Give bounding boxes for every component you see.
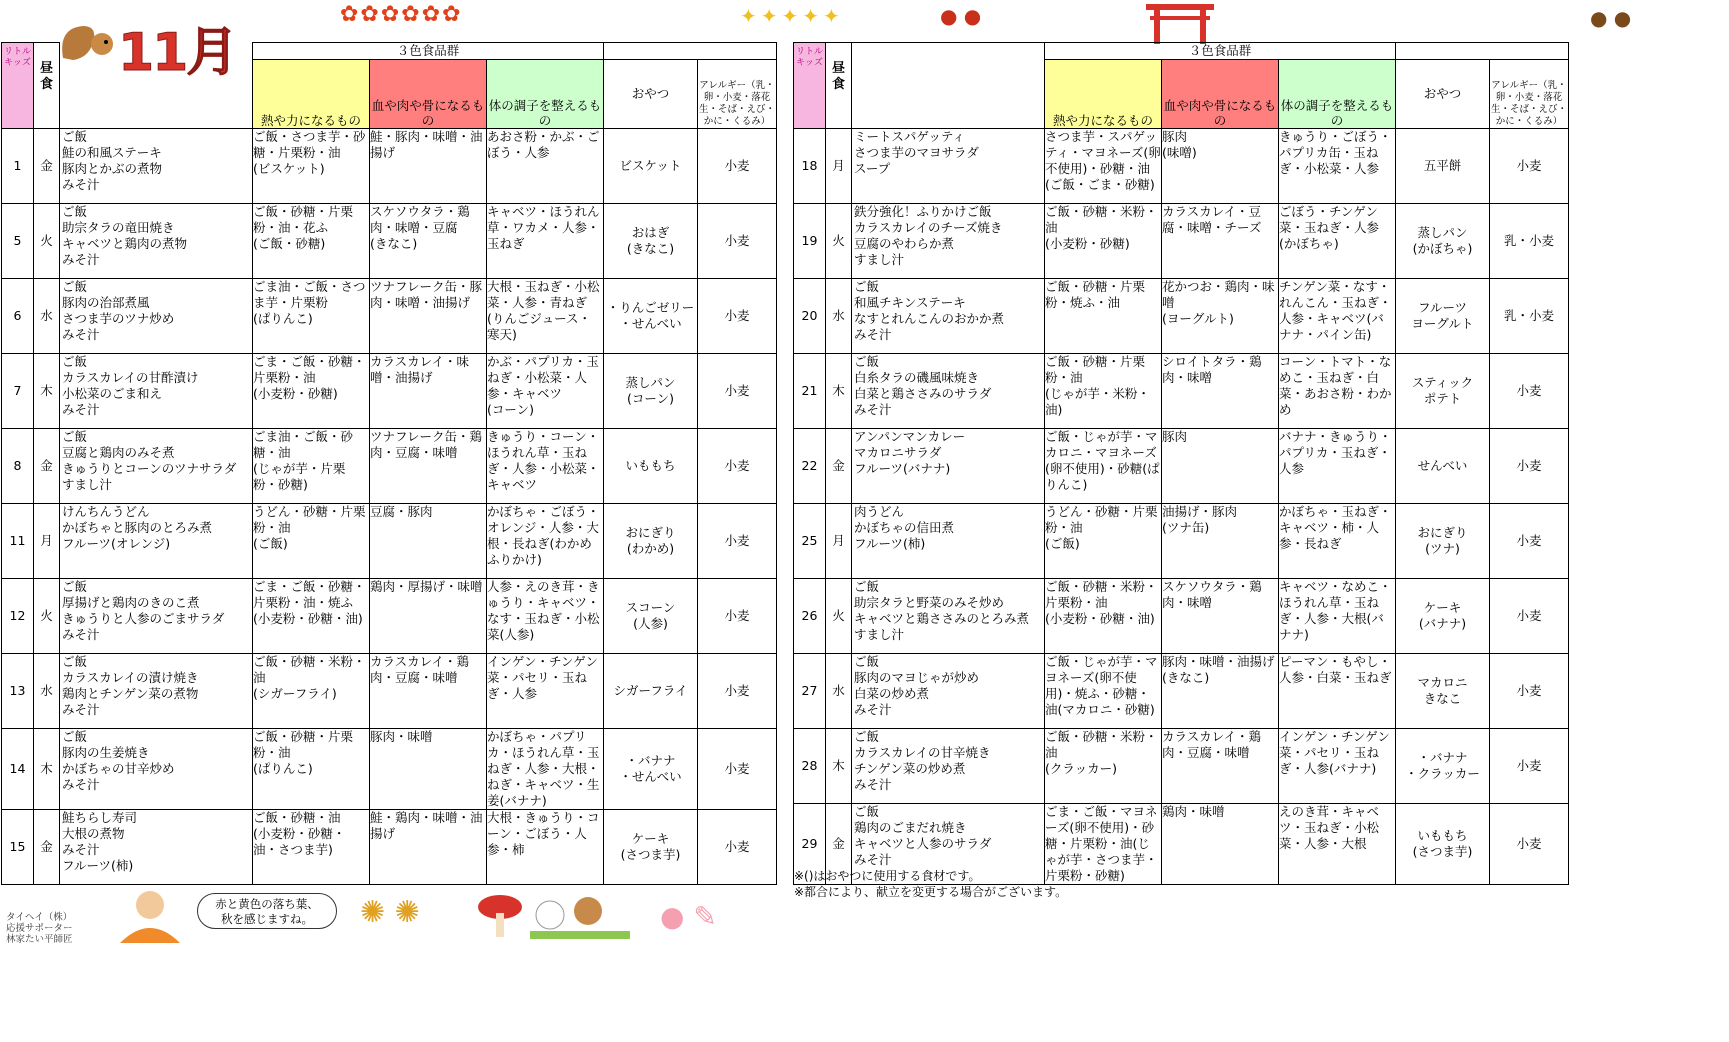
yellow-ingredients-cell: ご飯・砂糖・米粉・油 (小麦粉・砂糖) [1045,204,1162,279]
weekday-cell: 木 [826,729,852,804]
weekday-cell: 水 [826,654,852,729]
lunch-menu-cell: ご飯 助宗タラの竜田焼き キャベツと鶏肉の煮物 みそ汁 [60,204,253,279]
table-row [2,579,777,654]
snack-cell: ・りんごゼリー ・せんべい [604,279,698,354]
red-ingredients-cell: 豚肉 (味噌) [1162,129,1279,204]
shrine-icon [1140,0,1220,44]
yellow-ingredients-cell: ご飯・砂糖・油 (小麦粉・砂糖・油・さつま芋) [253,810,370,885]
meal-header: 昼食 [826,43,852,129]
red-ingredients-cell: カラスカレイ・鶏肉・豆腐・味噌 [370,654,487,729]
weekday-cell: 金 [34,429,60,504]
note-line: ※都合により、献立を変更する場合がございます。 [794,885,1068,899]
lunch-menu-cell: ご飯 豆腐と鶏肉のみそ煮 きゅうりとコーンのツナサラダ すまし汁 [60,429,253,504]
lunch-menu-cell: ご飯 助宗タラと野菜のみそ炒め キャベツと鶏ささみのとろみ煮 すまし汁 [852,579,1045,654]
snack-cell: フルーツ ヨーグルト [1396,279,1490,354]
kids-header: リトルキッズ [2,43,34,129]
lunch-menu-cell: ご飯 和風チキンステーキ なすとれんこんのおかか煮 みそ汁 [852,279,1045,354]
date-cell: 25 [794,504,826,579]
table-row [794,654,1569,729]
sponsor-credit: タイヘイ（株） 応援サポーター 林家たい平師匠 [6,912,73,945]
snack-cell: いももち [604,429,698,504]
food-group-header: ３色食品群 [253,43,604,60]
table-row [794,129,1569,204]
date-cell: 19 [794,204,826,279]
weekday-cell: 金 [34,129,60,204]
ginkgo-leaf-icon: ✦✦✦✦✦ [740,4,844,28]
date-cell: 29 [794,804,826,885]
lunch-menu-cell: 鮭ちらし寿司 大根の煮物 みそ汁 フルーツ(柿) [60,810,253,885]
green-ingredients-cell: チンゲン菜・なす・れんこん・玉ねぎ・人参・キャベツ(バナナ・パイン缶) [1279,279,1396,354]
yellow-ingredients-cell: ご飯・砂糖・片栗粉・焼ふ・油 [1045,279,1162,354]
snack-header: おやつ [604,60,698,129]
weekday-cell: 金 [826,429,852,504]
red-ingredients-cell: シロイトタラ・鶏肉・味噌 [1162,354,1279,429]
red-ingredients-cell: 鮭・鶏肉・味噌・油揚げ [370,810,487,885]
allergy-cell: 小麦 [698,504,777,579]
red-ingredients-cell: 鶏肉・厚揚げ・味噌 [370,579,487,654]
table-row [2,354,777,429]
green-ingredients-cell: かぼちゃ・玉ねぎ・キャベツ・柿・人参・長ねぎ [1279,504,1396,579]
red-ingredients-cell: 豚肉 [1162,429,1279,504]
date-cell: 7 [2,354,34,429]
green-ingredients-cell: キャベツ・なめこ・ほうれん草・玉ねぎ・人参・大根(バナナ) [1279,579,1396,654]
allergy-cell: 乳・小麦 [1490,279,1569,354]
weekday-cell: 水 [826,279,852,354]
lunch-menu-cell: ご飯 カラスカレイの甘酢漬け 小松菜のごま和え みそ汁 [60,354,253,429]
date-cell: 8 [2,429,34,504]
green-ingredients-cell: かぼちゃ・ごぼう・オレンジ・人参・大根・長ねぎ(わかめふりかけ) [487,504,604,579]
green-ingredients-cell: 大根・玉ねぎ・小松菜・人参・青ねぎ(りんごジュース・寒天) [487,279,604,354]
weekday-cell: 火 [34,204,60,279]
note-line: ※()はおやつに使用する食材です。 [794,869,981,883]
table-row [2,729,777,810]
yellow-ingredients-cell: ごま・ご飯・砂糖・片栗粉・油・焼ふ (小麦粉・砂糖・油) [253,579,370,654]
yellow-ingredients-cell: ご飯・さつま芋・砂糖・片栗粉・油 (ビスケット) [253,129,370,204]
red-ingredients-cell: 豚肉・味噌 [370,729,487,810]
allergy-cell: 小麦 [698,654,777,729]
date-cell: 12 [2,579,34,654]
speech-bubble: 赤と黄色の落ち葉、 秋を感じますね。 [197,893,337,929]
allergy-cell: 小麦 [1490,654,1569,729]
table-row [794,579,1569,654]
red-ingredients-cell: カラスカレイ・豆腐・味噌・チーズ [1162,204,1279,279]
table-row [2,504,777,579]
allergy-cell: 小麦 [698,129,777,204]
allergy-cell: 小麦 [698,579,777,654]
weekday-cell: 木 [34,729,60,810]
snack-cell: おはぎ (きなこ) [604,204,698,279]
table-row [2,204,777,279]
allergy-cell: 小麦 [698,810,777,885]
allergy-header: アレルギー（乳・卵・小麦・落花生・そば・えび・かに・くるみ） [698,60,777,129]
yellow-ingredients-cell: うどん・砂糖・片栗粉・油 (ご飯) [1045,504,1162,579]
snack-cell: スティック ポテト [1396,354,1490,429]
red-ingredients-cell: カラスカレイ・味噌・油揚げ [370,354,487,429]
red-ingredients-cell: 豚肉・味噌・油揚げ (きなこ) [1162,654,1279,729]
table-row [794,504,1569,579]
allergy-header: アレルギー（乳・卵・小麦・落花生・そば・えび・かに・くるみ） [1490,60,1569,129]
yellow-ingredients-cell: うどん・砂糖・片栗粉・油 (ご飯) [253,504,370,579]
food-group-header: ３色食品群 [1045,43,1396,60]
lunch-menu-cell: ミートスパゲッティ さつま芋のマヨサラダ スープ [852,129,1045,204]
table-row [794,279,1569,354]
red-ingredients-cell: スケソウタラ・鶏肉・味噌・豆腐 (きなこ) [370,204,487,279]
green-ingredients-cell: インゲン・チンゲン菜・パセリ・玉ねぎ・人参 [487,654,604,729]
weekday-cell: 水 [34,279,60,354]
red-ingredients-cell: スケソウタラ・鶏肉・味噌 [1162,579,1279,654]
date-cell: 11 [2,504,34,579]
allergy-cell: 小麦 [1490,504,1569,579]
table-row [794,354,1569,429]
menu-table-right [793,42,1569,885]
weekday-cell: 金 [34,810,60,885]
lunch-menu-cell: けんちんうどん かぼちゃと豚肉のとろみ煮 フルーツ(オレンジ) [60,504,253,579]
green-ingredients-cell: バナナ・きゅうり・パプリカ・玉ねぎ・人参 [1279,429,1396,504]
table-row [2,654,777,729]
snack-header: おやつ [1396,60,1490,129]
allergy-cell: 小麦 [698,354,777,429]
green-ingredients-cell: えのき茸・キャベツ・玉ねぎ・小松菜・人参・大根 [1279,804,1396,885]
lunch-menu-cell: ご飯 豚肉の治部煮風 さつま芋のツナ炒め みそ汁 [60,279,253,354]
snack-cell: ケーキ (さつま芋) [604,810,698,885]
red-ingredients-cell: ツナフレーク缶・鶏肉・豆腐・味噌 [370,429,487,504]
allergy-cell: 小麦 [698,204,777,279]
weekday-cell: 月 [826,504,852,579]
mushroom-icon: ● ● [940,4,982,28]
red-ingredients-cell: 花かつお・鶏肉・味噌 (ヨーグルト) [1162,279,1279,354]
green-group-header: 体の調子を整えるもの [1279,60,1396,129]
yellow-ingredients-cell: ご飯・じゃが芋・マカロニ・マヨネーズ(卵不使用)・砂糖(ぱりんこ) [1045,429,1162,504]
weekday-cell: 火 [34,579,60,654]
date-cell: 21 [794,354,826,429]
lunch-menu-cell: ご飯 白糸タラの磯風味焼き 白菜と鶏ささみのサラダ みそ汁 [852,354,1045,429]
green-ingredients-cell: きゅうり・ごぼう・パプリカ缶・玉ねぎ・小松菜・人参 [1279,129,1396,204]
green-ingredients-cell: かぼちゃ・パプリカ・ほうれん草・玉ねぎ・人参・大根・ねぎ・キャベツ・生姜(バナナ) [487,729,604,810]
yellow-ingredients-cell: ご飯・砂糖・片栗粉・油 (ぱりんこ) [253,729,370,810]
date-cell: 1 [2,129,34,204]
mascot-icon [110,885,190,943]
green-ingredients-cell: ごぼう・チンゲン菜・玉ねぎ・人参 (かぼちゃ) [1279,204,1396,279]
red-ingredients-cell: 豆腐・豚肉 [370,504,487,579]
yellow-ingredients-cell: ごま・ご飯・マヨネーズ(卵不使用)・砂糖・片栗粉・油(じゃが芋・さつま芋・片栗粉・砂糖) [1045,804,1162,885]
table-row [794,729,1569,804]
table-row [2,810,777,885]
snack-cell: いももち (さつま芋) [1396,804,1490,885]
snack-cell: マカロニ きなこ [1396,654,1490,729]
weekday-cell: 木 [34,354,60,429]
date-cell: 27 [794,654,826,729]
snack-cell: シガーフライ [604,654,698,729]
red-group-header: 血や肉や骨になるもの [370,60,487,129]
lunch-menu-cell: ご飯 鮭の和風ステーキ 豚肉とかぶの煮物 みそ汁 [60,129,253,204]
green-ingredients-cell: きゅうり・コーン・ほうれん草・玉ねぎ・人参・小松菜・キャベツ [487,429,604,504]
maple-leaf-icon: ✿✿✿✿✿✿ [340,2,463,27]
allergy-cell: 小麦 [1490,804,1569,885]
table-row [2,279,777,354]
date-cell: 28 [794,729,826,804]
snack-cell: ケーキ (バナナ) [1396,579,1490,654]
yellow-ingredients-cell: さつま芋・スパゲッティ・マヨネーズ(卵不使用)・砂糖・油(ご飯・ごま・砂糖) [1045,129,1162,204]
snack-cell: ・バナナ ・せんべい [604,729,698,810]
weekday-cell: 金 [826,804,852,885]
red-ingredients-cell: 油揚げ・豚肉 (ツナ缶) [1162,504,1279,579]
date-cell: 5 [2,204,34,279]
allergy-cell: 乳・小麦 [1490,204,1569,279]
month-title: 11月 [118,23,237,83]
green-ingredients-cell: インゲン・チンゲン菜・パセリ・玉ねぎ・人参(バナナ) [1279,729,1396,804]
weekday-cell: 木 [826,354,852,429]
date-cell: 20 [794,279,826,354]
lunch-menu-cell: 肉うどん かぼちゃの信田煮 フルーツ(柿) [852,504,1045,579]
table-row [2,429,777,504]
green-ingredients-cell: 大根・きゅうり・コーン・ごぼう・人参・柿 [487,810,604,885]
meal-header: 昼食 [34,43,60,129]
green-ingredients-cell: コーン・トマト・なめこ・玉ねぎ・白菜・あおさ粉・わかめ [1279,354,1396,429]
red-group-header: 血や肉や骨になるもの [1162,60,1279,129]
table-row [794,204,1569,279]
yellow-ingredients-cell: ご飯・じゃが芋・マヨネーズ(卵不使用)・焼ふ・砂糖・油(マカロニ・砂糖) [1045,654,1162,729]
weekday-cell: 水 [34,654,60,729]
green-ingredients-cell: ピーマン・もやし・人参・白菜・玉ねぎ [1279,654,1396,729]
date-cell: 6 [2,279,34,354]
red-ingredients-cell: 鶏肉・味噌 [1162,804,1279,885]
green-group-header: 体の調子を整えるもの [487,60,604,129]
allergy-cell: 小麦 [1490,579,1569,654]
allergy-cell: 小麦 [698,279,777,354]
green-ingredients-cell: キャベツ・ほうれん草・ワカメ・人参・玉ねぎ [487,204,604,279]
yellow-group-header: 熱や力になるもの [1045,60,1162,129]
yellow-ingredients-cell: ごま油・ご飯・さつま芋・片栗粉 (ぱりんこ) [253,279,370,354]
yellow-ingredients-cell: ご飯・砂糖・米粉・片栗粉・油 (小麦粉・砂糖・油) [1045,579,1162,654]
red-ingredients-cell: ツナフレーク缶・豚肉・味噌・油揚げ [370,279,487,354]
date-cell: 15 [2,810,34,885]
kids-header: リトルキッズ [794,43,826,129]
allergy-cell: 小麦 [698,429,777,504]
yellow-group-header: 熱や力になるもの [253,60,370,129]
green-ingredients-cell: かぶ・パプリカ・玉ねぎ・小松菜・人参・キャベツ (コーン) [487,354,604,429]
yellow-ingredients-cell: ごま・ご飯・砂糖・片栗粉・油 (小麦粉・砂糖) [253,354,370,429]
yellow-ingredients-cell: ご飯・砂糖・片栗粉・油 (じゃが芋・米粉・油) [1045,354,1162,429]
table-row [2,129,777,204]
snack-cell: せんべい [1396,429,1490,504]
yellow-ingredients-cell: ご飯・砂糖・米粉・油 (クラッカー) [1045,729,1162,804]
snack-cell: ビスケット [604,129,698,204]
yellow-ingredients-cell: ごま油・ご飯・砂糖・油 (じゃが芋・片栗粉・砂糖) [253,429,370,504]
green-ingredients-cell: あおさ粉・かぶ・ごぼう・人参 [487,129,604,204]
chestnut-icon: ● ● [1590,6,1632,30]
notes [794,868,1067,900]
lunch-menu-cell: ご飯 カラスカレイの甘辛焼き チンゲン菜の炒め煮 みそ汁 [852,729,1045,804]
weekday-cell: 火 [826,579,852,654]
date-cell: 14 [2,729,34,810]
allergy-cell: 小麦 [1490,354,1569,429]
date-cell: 22 [794,429,826,504]
table-row [794,429,1569,504]
weekday-cell: 火 [826,204,852,279]
lunch-menu-cell: アンパンマンカレー マカロニサラダ フルーツ(バナナ) [852,429,1045,504]
lunch-menu-cell: ご飯 鶏肉のごまだれ焼き キャベツと人参のサラダ みそ汁 [852,804,1045,885]
snack-cell: スコーン (人参) [604,579,698,654]
lunch-menu-cell: ご飯 カラスカレイの漬け焼き 鶏肉とチンゲン菜の煮物 みそ汁 [60,654,253,729]
red-ingredients-cell: 鮭・豚肉・味噌・油揚げ [370,129,487,204]
menu-table-left [1,42,777,885]
allergy-cell: 小麦 [1490,429,1569,504]
snack-cell: おにぎり (わかめ) [604,504,698,579]
snack-cell: ・バナナ ・クラッカー [1396,729,1490,804]
green-ingredients-cell: 人参・えのき茸・きゅうり・キャベツ・なす・玉ねぎ・小松菜(人参) [487,579,604,654]
lunch-menu-cell: 鉄分強化！ふりかけご飯 カラスカレイのチーズ焼き 豆腐のやわらか煮 すまし汁 [852,204,1045,279]
lunch-menu-cell: ご飯 厚揚げと鶏肉のきのこ煮 きゅうりと人参のごまサラダ みそ汁 [60,579,253,654]
allergy-cell: 小麦 [698,729,777,810]
weekday-cell: 月 [34,504,60,579]
allergy-cell: 小麦 [1490,129,1569,204]
animals-icon [470,885,630,941]
pig-icon: ● ✎ [660,900,717,933]
date-cell: 13 [2,654,34,729]
date-cell: 26 [794,579,826,654]
lunch-menu-cell: ご飯 豚肉の生姜焼き かぼちゃの甘辛炒め みそ汁 [60,729,253,810]
snack-cell: おにぎり (ツナ) [1396,504,1490,579]
snack-cell: 蒸しパン (コーン) [604,354,698,429]
red-ingredients-cell: カラスカレイ・鶏肉・豆腐・味噌 [1162,729,1279,804]
snack-cell: 蒸しパン (かぼちゃ) [1396,204,1490,279]
snack-cell: 五平餅 [1396,129,1490,204]
date-cell: 18 [794,129,826,204]
yellow-ingredients-cell: ご飯・砂糖・片栗粉・油・花ふ (ご飯・砂糖) [253,204,370,279]
yellow-ingredients-cell: ご飯・砂糖・米粉・油 (シガーフライ) [253,654,370,729]
weekday-cell: 月 [826,129,852,204]
autumn-tree-icon: ✺ ✺ [360,895,420,930]
lunch-menu-cell: ご飯 豚肉のマヨじゃが炒め 白菜の炒め煮 みそ汁 [852,654,1045,729]
allergy-cell: 小麦 [1490,729,1569,804]
